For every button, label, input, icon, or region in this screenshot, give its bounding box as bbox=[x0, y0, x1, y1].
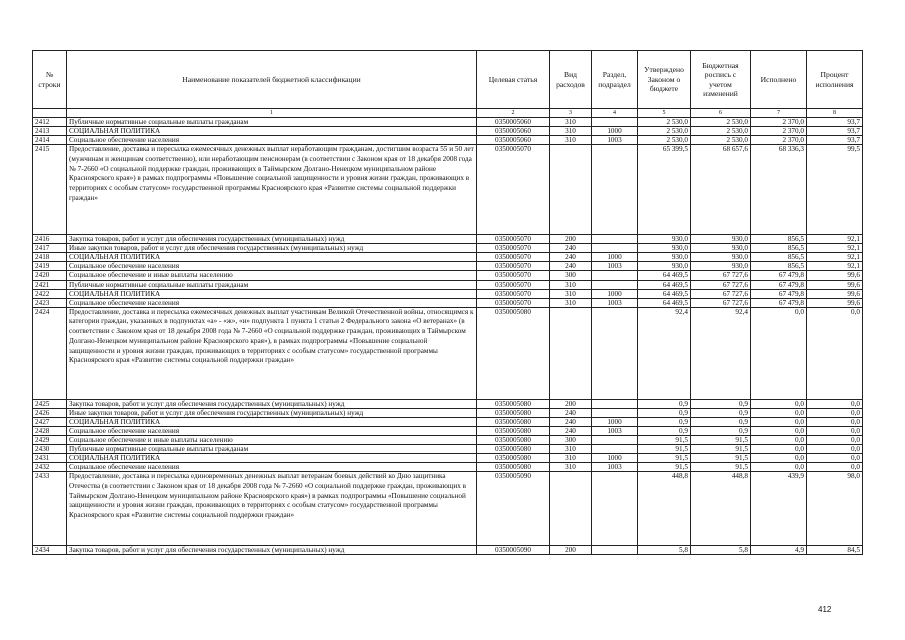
table-row bbox=[33, 298, 863, 307]
percent-value: 92,1 bbox=[807, 244, 863, 253]
header-target-article: Целевая статья bbox=[477, 51, 550, 109]
table-row bbox=[33, 262, 863, 271]
section-code: 1003 bbox=[592, 136, 638, 145]
indicator-name: СОЦИАЛЬНАЯ ПОЛИТИКА bbox=[67, 454, 477, 463]
indicator-name: Предоставление, доставка и пересылка единовременных денежных выплат ветеранам боевых действий ко Дню защитника Отечества (в соответствии с Законом края от 18 декабря 2008 года № 7-2660 «О социальной поддержке граждан, проживающих в Таймырском Долгано-Ненецком муниципальном районе Красноярского края») в рамках подпрограммы «Повышение социальной защищенности и уровня жизни граждан, проживающих в территориях с особым статусом» государственной программы Красноярского края «Развитие системы социальной поддержки граждан» bbox=[67, 472, 477, 546]
row-number: 2425 bbox=[33, 399, 67, 408]
executed-value: 2 370,0 bbox=[751, 136, 807, 145]
table-row bbox=[33, 271, 863, 280]
table-row bbox=[33, 307, 863, 399]
section-code: 1000 bbox=[592, 253, 638, 262]
roster-value: 67 727,6 bbox=[691, 280, 751, 289]
row-number: 2424 bbox=[33, 307, 67, 399]
section-code bbox=[592, 145, 638, 235]
approved-value: 930,0 bbox=[638, 235, 691, 244]
target-article: 0350005070 bbox=[477, 235, 550, 244]
percent-value: 0,0 bbox=[807, 463, 863, 472]
indicator-name: Иные закупки товаров, работ и услуг для обеспечения государственных (муниципальных) нужд bbox=[67, 244, 477, 253]
table-row bbox=[33, 118, 863, 127]
approved-value: 448,8 bbox=[638, 472, 691, 546]
target-article: 0350005070 bbox=[477, 271, 550, 280]
percent-value: 93,7 bbox=[807, 127, 863, 136]
section-code bbox=[592, 472, 638, 546]
expense-type: 200 bbox=[550, 399, 592, 408]
table-row bbox=[33, 280, 863, 289]
roster-value: 2 530,0 bbox=[691, 127, 751, 136]
section-code bbox=[592, 546, 638, 555]
approved-value: 91,5 bbox=[638, 445, 691, 454]
target-article: 0350005070 bbox=[477, 289, 550, 298]
executed-value: 856,5 bbox=[751, 235, 807, 244]
roster-value: 930,0 bbox=[691, 244, 751, 253]
roster-value: 91,5 bbox=[691, 454, 751, 463]
expense-type: 310 bbox=[550, 445, 592, 454]
target-article: 0350005080 bbox=[477, 454, 550, 463]
percent-value: 0,0 bbox=[807, 408, 863, 417]
target-article: 0350005060 bbox=[477, 136, 550, 145]
expense-type: 240 bbox=[550, 262, 592, 271]
expense-type bbox=[550, 145, 592, 235]
percent-value: 0,0 bbox=[807, 435, 863, 444]
target-article: 0350005070 bbox=[477, 253, 550, 262]
section-code bbox=[592, 435, 638, 444]
executed-value: 4,9 bbox=[751, 546, 807, 555]
executed-value: 67 479,8 bbox=[751, 289, 807, 298]
approved-value: 2 530,0 bbox=[638, 118, 691, 127]
indicator-name: Публичные нормативные социальные выплаты гражданам bbox=[67, 280, 477, 289]
header-executed: Исполнено bbox=[751, 51, 807, 109]
section-code: 1003 bbox=[592, 298, 638, 307]
approved-value: 2 530,0 bbox=[638, 136, 691, 145]
percent-value: 99,5 bbox=[807, 145, 863, 235]
percent-value: 93,7 bbox=[807, 136, 863, 145]
target-article: 0350005090 bbox=[477, 546, 550, 555]
approved-value: 64 469,5 bbox=[638, 280, 691, 289]
target-article: 0350005080 bbox=[477, 435, 550, 444]
target-article: 0350005080 bbox=[477, 399, 550, 408]
indicator-name: Предоставление, доставка и пересылка ежемесячных денежных выплат неработающим гражданам, достигшим возраста 55 и 50 лет (мужчинам и женщинам соответственно), или неработающим пенсионерам (в соответствии с Законом края от 18 декабря 2008 года № 7-2660 «О социальной поддержке граждан, проживающих в Таймырском Долгано-Ненецком муниципальном районе Красноярского края») в рамках подпрограммы «Повышение социальной защищенности и уровня жизни граждан, проживающих в территориях с особым статусом» государственной программы Красноярского края «Развитие системы социальной поддержки граждан» bbox=[67, 145, 477, 235]
target-article: 0350005090 bbox=[477, 472, 550, 546]
roster-value: 5,8 bbox=[691, 546, 751, 555]
percent-value: 98,0 bbox=[807, 472, 863, 546]
row-number: 2428 bbox=[33, 426, 67, 435]
row-number: 2415 bbox=[33, 145, 67, 235]
target-article: 0350005080 bbox=[477, 408, 550, 417]
section-code: 1003 bbox=[592, 262, 638, 271]
column-number: 4 bbox=[592, 109, 638, 118]
section-code: 1000 bbox=[592, 454, 638, 463]
target-article: 0350005080 bbox=[477, 426, 550, 435]
row-number: 2414 bbox=[33, 136, 67, 145]
indicator-name: Публичные нормативные социальные выплаты гражданам bbox=[67, 118, 477, 127]
expense-type: 310 bbox=[550, 136, 592, 145]
target-article: 0350005070 bbox=[477, 262, 550, 271]
approved-value: 0,9 bbox=[638, 426, 691, 435]
header-budget-roster: Бюджетная роспись с учетом изменений bbox=[691, 51, 751, 109]
executed-value: 2 370,0 bbox=[751, 127, 807, 136]
executed-value: 68 336,3 bbox=[751, 145, 807, 235]
percent-value: 0,0 bbox=[807, 454, 863, 463]
expense-type: 200 bbox=[550, 546, 592, 555]
percent-value: 92,1 bbox=[807, 253, 863, 262]
header-approved: Утверждено Законом о бюджете bbox=[638, 51, 691, 109]
percent-value: 0,0 bbox=[807, 445, 863, 454]
indicator-name: Предоставление, доставка и пересылка ежемесячных денежных выплат участникам Великой Отечественной войны, относящимся к категории граждан, указанных в подпунктах «а» - «ж», «и» подпункта 1 пункта 1 статьи 2 Федерального закона «О ветеранах» (в соответствии с Законом края от 18 декабря 2008 года № 7-2660 «О социальной поддержке граждан, проживающих в Таймырском Долгано-Ненецком муниципальном районе Красноярского края»), в рамках подпрограммы «Повышение социальной защищенности и уровня жизни граждан, проживающих в территориях с особым статусом» государственной программы Красноярского края «Развитие системы социальной поддержки граждан» bbox=[67, 307, 477, 399]
roster-value: 91,5 bbox=[691, 445, 751, 454]
approved-value: 0,9 bbox=[638, 417, 691, 426]
expense-type: 310 bbox=[550, 454, 592, 463]
section-code bbox=[592, 399, 638, 408]
expense-type: 310 bbox=[550, 280, 592, 289]
header-section: Раздел, подраздел bbox=[592, 51, 638, 109]
expense-type bbox=[550, 307, 592, 399]
expense-type bbox=[550, 472, 592, 546]
table-row bbox=[33, 463, 863, 472]
header-expense-type: Вид расходов bbox=[550, 51, 592, 109]
executed-value: 856,5 bbox=[751, 262, 807, 271]
indicator-name: Социальное обеспечение и иные выплаты населению bbox=[67, 435, 477, 444]
approved-value: 930,0 bbox=[638, 244, 691, 253]
header-row bbox=[33, 51, 863, 109]
table-row bbox=[33, 235, 863, 244]
section-code bbox=[592, 408, 638, 417]
target-article: 0350005060 bbox=[477, 118, 550, 127]
approved-value: 2 530,0 bbox=[638, 127, 691, 136]
section-code bbox=[592, 445, 638, 454]
roster-value: 0,9 bbox=[691, 399, 751, 408]
indicator-name: Закупка товаров, работ и услуг для обеспечения государственных (муниципальных) нужд bbox=[67, 546, 477, 555]
row-number: 2427 bbox=[33, 417, 67, 426]
indicator-name: Публичные нормативные социальные выплаты гражданам bbox=[67, 445, 477, 454]
header-indicator-name: Наименование показателей бюджетной классификации bbox=[67, 51, 477, 109]
table-row bbox=[33, 435, 863, 444]
column-number bbox=[33, 109, 67, 118]
table-row bbox=[33, 408, 863, 417]
roster-value: 91,5 bbox=[691, 435, 751, 444]
table-row bbox=[33, 426, 863, 435]
executed-value: 0,0 bbox=[751, 399, 807, 408]
row-number: 2420 bbox=[33, 271, 67, 280]
column-number-row bbox=[33, 109, 863, 118]
percent-value: 93,7 bbox=[807, 118, 863, 127]
roster-value: 0,9 bbox=[691, 417, 751, 426]
expense-type: 240 bbox=[550, 408, 592, 417]
expense-type: 310 bbox=[550, 463, 592, 472]
approved-value: 91,5 bbox=[638, 463, 691, 472]
column-number: 6 bbox=[691, 109, 751, 118]
row-number: 2422 bbox=[33, 289, 67, 298]
row-number: 2431 bbox=[33, 454, 67, 463]
target-article: 0350005080 bbox=[477, 445, 550, 454]
table-body bbox=[33, 118, 863, 555]
roster-value: 0,9 bbox=[691, 408, 751, 417]
row-number: 2429 bbox=[33, 435, 67, 444]
indicator-name: СОЦИАЛЬНАЯ ПОЛИТИКА bbox=[67, 127, 477, 136]
percent-value: 99,6 bbox=[807, 298, 863, 307]
roster-value: 68 657,6 bbox=[691, 145, 751, 235]
indicator-name: СОЦИАЛЬНАЯ ПОЛИТИКА bbox=[67, 417, 477, 426]
executed-value: 67 479,8 bbox=[751, 271, 807, 280]
section-code: 1000 bbox=[592, 289, 638, 298]
executed-value: 856,5 bbox=[751, 253, 807, 262]
approved-value: 64 469,5 bbox=[638, 271, 691, 280]
executed-value: 439,9 bbox=[751, 472, 807, 546]
indicator-name: Социальное обеспечение населения bbox=[67, 136, 477, 145]
percent-value: 99,6 bbox=[807, 271, 863, 280]
section-code: 1000 bbox=[592, 127, 638, 136]
roster-value: 930,0 bbox=[691, 235, 751, 244]
expense-type: 310 bbox=[550, 298, 592, 307]
row-number: 2421 bbox=[33, 280, 67, 289]
expense-type: 310 bbox=[550, 118, 592, 127]
indicator-name: СОЦИАЛЬНАЯ ПОЛИТИКА bbox=[67, 289, 477, 298]
roster-value: 2 530,0 bbox=[691, 136, 751, 145]
executed-value: 0,0 bbox=[751, 463, 807, 472]
section-code bbox=[592, 244, 638, 253]
header-row-number: № строки bbox=[33, 51, 67, 109]
target-article: 0350005070 bbox=[477, 298, 550, 307]
approved-value: 64 469,5 bbox=[638, 298, 691, 307]
target-article: 0350005070 bbox=[477, 244, 550, 253]
percent-value: 92,1 bbox=[807, 262, 863, 271]
approved-value: 91,5 bbox=[638, 454, 691, 463]
table-row bbox=[33, 472, 863, 546]
executed-value: 856,5 bbox=[751, 244, 807, 253]
roster-value: 67 727,6 bbox=[691, 271, 751, 280]
budget-table bbox=[32, 50, 863, 555]
expense-type: 240 bbox=[550, 244, 592, 253]
column-number: 8 bbox=[807, 109, 863, 118]
indicator-name: Социальное обеспечение населения bbox=[67, 463, 477, 472]
indicator-name: Социальное обеспечение населения bbox=[67, 426, 477, 435]
percent-value: 99,6 bbox=[807, 280, 863, 289]
approved-value: 92,4 bbox=[638, 307, 691, 399]
percent-value: 0,0 bbox=[807, 307, 863, 399]
percent-value: 0,0 bbox=[807, 426, 863, 435]
roster-value: 448,8 bbox=[691, 472, 751, 546]
roster-value: 67 727,6 bbox=[691, 298, 751, 307]
expense-type: 240 bbox=[550, 426, 592, 435]
indicator-name: СОЦИАЛЬНАЯ ПОЛИТИКА bbox=[67, 253, 477, 262]
percent-value: 0,0 bbox=[807, 417, 863, 426]
roster-value: 67 727,6 bbox=[691, 289, 751, 298]
indicator-name: Иные закупки товаров, работ и услуг для обеспечения государственных (муниципальных) нужд bbox=[67, 408, 477, 417]
row-number: 2434 bbox=[33, 546, 67, 555]
page-number: 412 bbox=[818, 605, 832, 614]
approved-value: 930,0 bbox=[638, 253, 691, 262]
target-article: 0350005080 bbox=[477, 307, 550, 399]
row-number: 2433 bbox=[33, 472, 67, 546]
percent-value: 92,1 bbox=[807, 235, 863, 244]
column-number: 5 bbox=[638, 109, 691, 118]
roster-value: 930,0 bbox=[691, 262, 751, 271]
percent-value: 99,6 bbox=[807, 289, 863, 298]
executed-value: 0,0 bbox=[751, 307, 807, 399]
expense-type: 310 bbox=[550, 289, 592, 298]
row-number: 2417 bbox=[33, 244, 67, 253]
row-number: 2430 bbox=[33, 445, 67, 454]
approved-value: 91,5 bbox=[638, 435, 691, 444]
expense-type: 300 bbox=[550, 271, 592, 280]
approved-value: 65 399,5 bbox=[638, 145, 691, 235]
table-row bbox=[33, 546, 863, 555]
section-code: 1000 bbox=[592, 417, 638, 426]
section-code: 1003 bbox=[592, 463, 638, 472]
section-code bbox=[592, 307, 638, 399]
executed-value: 2 370,0 bbox=[751, 118, 807, 127]
row-number: 2423 bbox=[33, 298, 67, 307]
row-number: 2432 bbox=[33, 463, 67, 472]
column-number: 7 bbox=[751, 109, 807, 118]
target-article: 0350005060 bbox=[477, 127, 550, 136]
expense-type: 240 bbox=[550, 417, 592, 426]
section-code bbox=[592, 280, 638, 289]
table-row bbox=[33, 445, 863, 454]
header-percent: Процент исполнения bbox=[807, 51, 863, 109]
executed-value: 67 479,8 bbox=[751, 298, 807, 307]
section-code bbox=[592, 118, 638, 127]
percent-value: 0,0 bbox=[807, 399, 863, 408]
row-number: 2416 bbox=[33, 235, 67, 244]
column-number: 2 bbox=[477, 109, 550, 118]
approved-value: 0,9 bbox=[638, 399, 691, 408]
expense-type: 240 bbox=[550, 253, 592, 262]
target-article: 0350005070 bbox=[477, 145, 550, 235]
approved-value: 0,9 bbox=[638, 408, 691, 417]
table-row bbox=[33, 289, 863, 298]
column-number: 1 bbox=[67, 109, 477, 118]
roster-value: 930,0 bbox=[691, 253, 751, 262]
table-row bbox=[33, 145, 863, 235]
roster-value: 0,9 bbox=[691, 426, 751, 435]
row-number: 2412 bbox=[33, 118, 67, 127]
table-row bbox=[33, 136, 863, 145]
indicator-name: Закупка товаров, работ и услуг для обеспечения государственных (муниципальных) нужд bbox=[67, 235, 477, 244]
indicator-name: Закупка товаров, работ и услуг для обеспечения государственных (муниципальных) нужд bbox=[67, 399, 477, 408]
expense-type: 300 bbox=[550, 435, 592, 444]
expense-type: 200 bbox=[550, 235, 592, 244]
expense-type: 310 bbox=[550, 127, 592, 136]
target-article: 0350005070 bbox=[477, 280, 550, 289]
percent-value: 84,5 bbox=[807, 546, 863, 555]
approved-value: 64 469,5 bbox=[638, 289, 691, 298]
executed-value: 0,0 bbox=[751, 417, 807, 426]
section-code: 1003 bbox=[592, 426, 638, 435]
executed-value: 0,0 bbox=[751, 445, 807, 454]
roster-value: 91,5 bbox=[691, 463, 751, 472]
target-article: 0350005080 bbox=[477, 463, 550, 472]
roster-value: 92,4 bbox=[691, 307, 751, 399]
approved-value: 930,0 bbox=[638, 262, 691, 271]
row-number: 2419 bbox=[33, 262, 67, 271]
table-row bbox=[33, 253, 863, 262]
roster-value: 2 530,0 bbox=[691, 118, 751, 127]
row-number: 2426 bbox=[33, 408, 67, 417]
approved-value: 5,8 bbox=[638, 546, 691, 555]
table-row bbox=[33, 454, 863, 463]
table-row bbox=[33, 127, 863, 136]
table-row bbox=[33, 244, 863, 253]
executed-value: 0,0 bbox=[751, 426, 807, 435]
indicator-name: Социальное обеспечение населения bbox=[67, 298, 477, 307]
indicator-name: Социальное обеспечение и иные выплаты населению bbox=[67, 271, 477, 280]
table-row bbox=[33, 417, 863, 426]
target-article: 0350005080 bbox=[477, 417, 550, 426]
executed-value: 0,0 bbox=[751, 454, 807, 463]
section-code bbox=[592, 235, 638, 244]
section-code bbox=[592, 271, 638, 280]
column-number: 3 bbox=[550, 109, 592, 118]
executed-value: 67 479,8 bbox=[751, 280, 807, 289]
indicator-name: Социальное обеспечение населения bbox=[67, 262, 477, 271]
row-number: 2413 bbox=[33, 127, 67, 136]
table-row bbox=[33, 399, 863, 408]
executed-value: 0,0 bbox=[751, 435, 807, 444]
executed-value: 0,0 bbox=[751, 408, 807, 417]
row-number: 2418 bbox=[33, 253, 67, 262]
